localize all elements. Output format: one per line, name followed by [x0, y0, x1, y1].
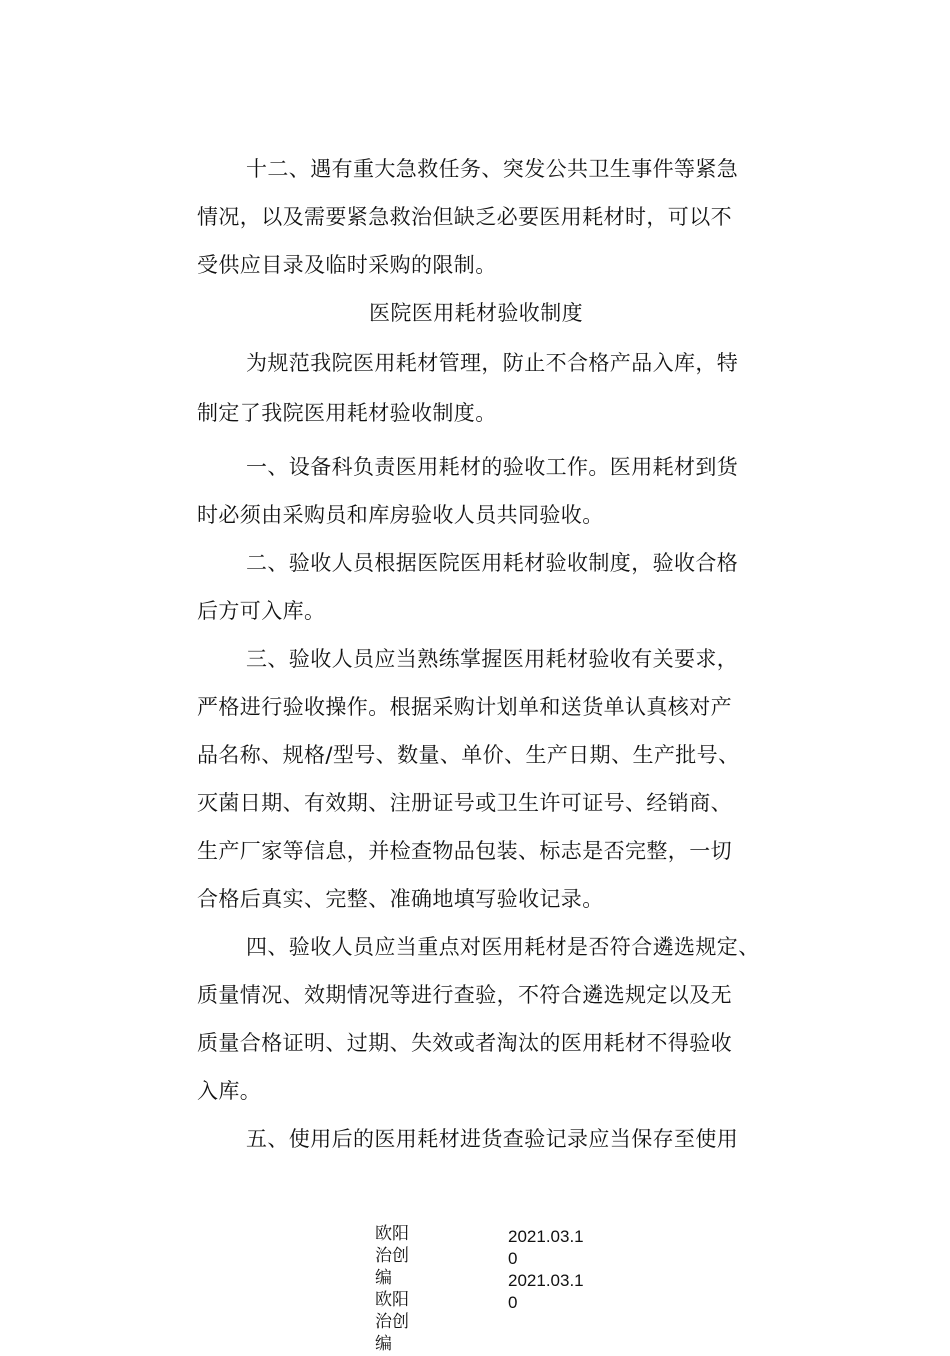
paragraph-line: 品名称、规格/型号、数量、单价、生产日期、生产批号、: [197, 743, 740, 767]
paragraph-line: 严格进行验收操作。根据采购计划单和送货单认真核对产: [197, 695, 732, 719]
footer-author-line: 治创: [375, 1246, 409, 1266]
paragraph-line: 合格后真实、完整、准确地填写验收记录。: [197, 887, 604, 911]
paragraph-line: 灭菌日期、有效期、注册证号或卫生许可证号、经销商、: [197, 791, 732, 815]
footer-date: [508, 1226, 584, 1314]
paragraph-line: 受供应目录及临时采购的限制。: [197, 253, 497, 277]
paragraph-line: 一、设备科负责医用耗材的验收工作。医用耗材到货: [246, 455, 739, 479]
paragraph-line: 四、验收人员应当重点对医用耗材是否符合遴选规定、: [246, 935, 760, 959]
paragraph-line: 质量合格证明、过期、失效或者淘汰的医用耗材不得验收: [197, 1031, 732, 1055]
paragraph-line: 后方可入库。: [197, 599, 326, 623]
paragraph-line: 十二、遇有重大急救任务、突发公共卫生事件等紧急: [246, 157, 739, 181]
paragraph-line: 时必须由采购员和库房验收人员共同验收。: [197, 503, 604, 527]
paragraph-line: 二、验收人员根据医院医用耗材验收制度，验收合格: [246, 551, 739, 575]
footer-author: [375, 1224, 409, 1356]
footer-author-line: 编: [375, 1334, 392, 1354]
paragraph-line: 制定了我院医用耗材验收制度。: [197, 401, 497, 425]
footer-author-line: 欧阳: [375, 1290, 409, 1310]
paragraph-line: 生产厂家等信息，并检查物品包装、标志是否完整，一切: [197, 839, 732, 863]
footer-author-line: 治创: [375, 1312, 409, 1332]
footer-author-line: 编: [375, 1268, 392, 1288]
paragraph-line: 为规范我院医用耗材管理，防止不合格产品入库，特: [246, 351, 739, 375]
footer-date-line: 2021.03.1: [508, 1227, 584, 1246]
footer-author-line: 欧阳: [375, 1224, 409, 1244]
paragraph-line: 五、使用后的医用耗材进货查验记录应当保存至使用: [246, 1127, 739, 1151]
footer-date-line: 2021.03.1: [508, 1271, 584, 1290]
paragraph-line: 三、验收人员应当熟练掌握医用耗材验收有关要求，: [246, 647, 739, 671]
paragraph-line: 情况，以及需要紧急救治但缺乏必要医用耗材时，可以不: [197, 205, 732, 229]
footer-date-line: 0: [508, 1249, 518, 1268]
paragraph-line: 质量情况、效期情况等进行查验，不符合遴选规定以及无: [197, 983, 732, 1007]
section-title: 医院医用耗材验收制度: [369, 301, 583, 325]
footer-date-line: 0: [508, 1293, 518, 1312]
paragraph-line: 入库。: [197, 1079, 262, 1103]
